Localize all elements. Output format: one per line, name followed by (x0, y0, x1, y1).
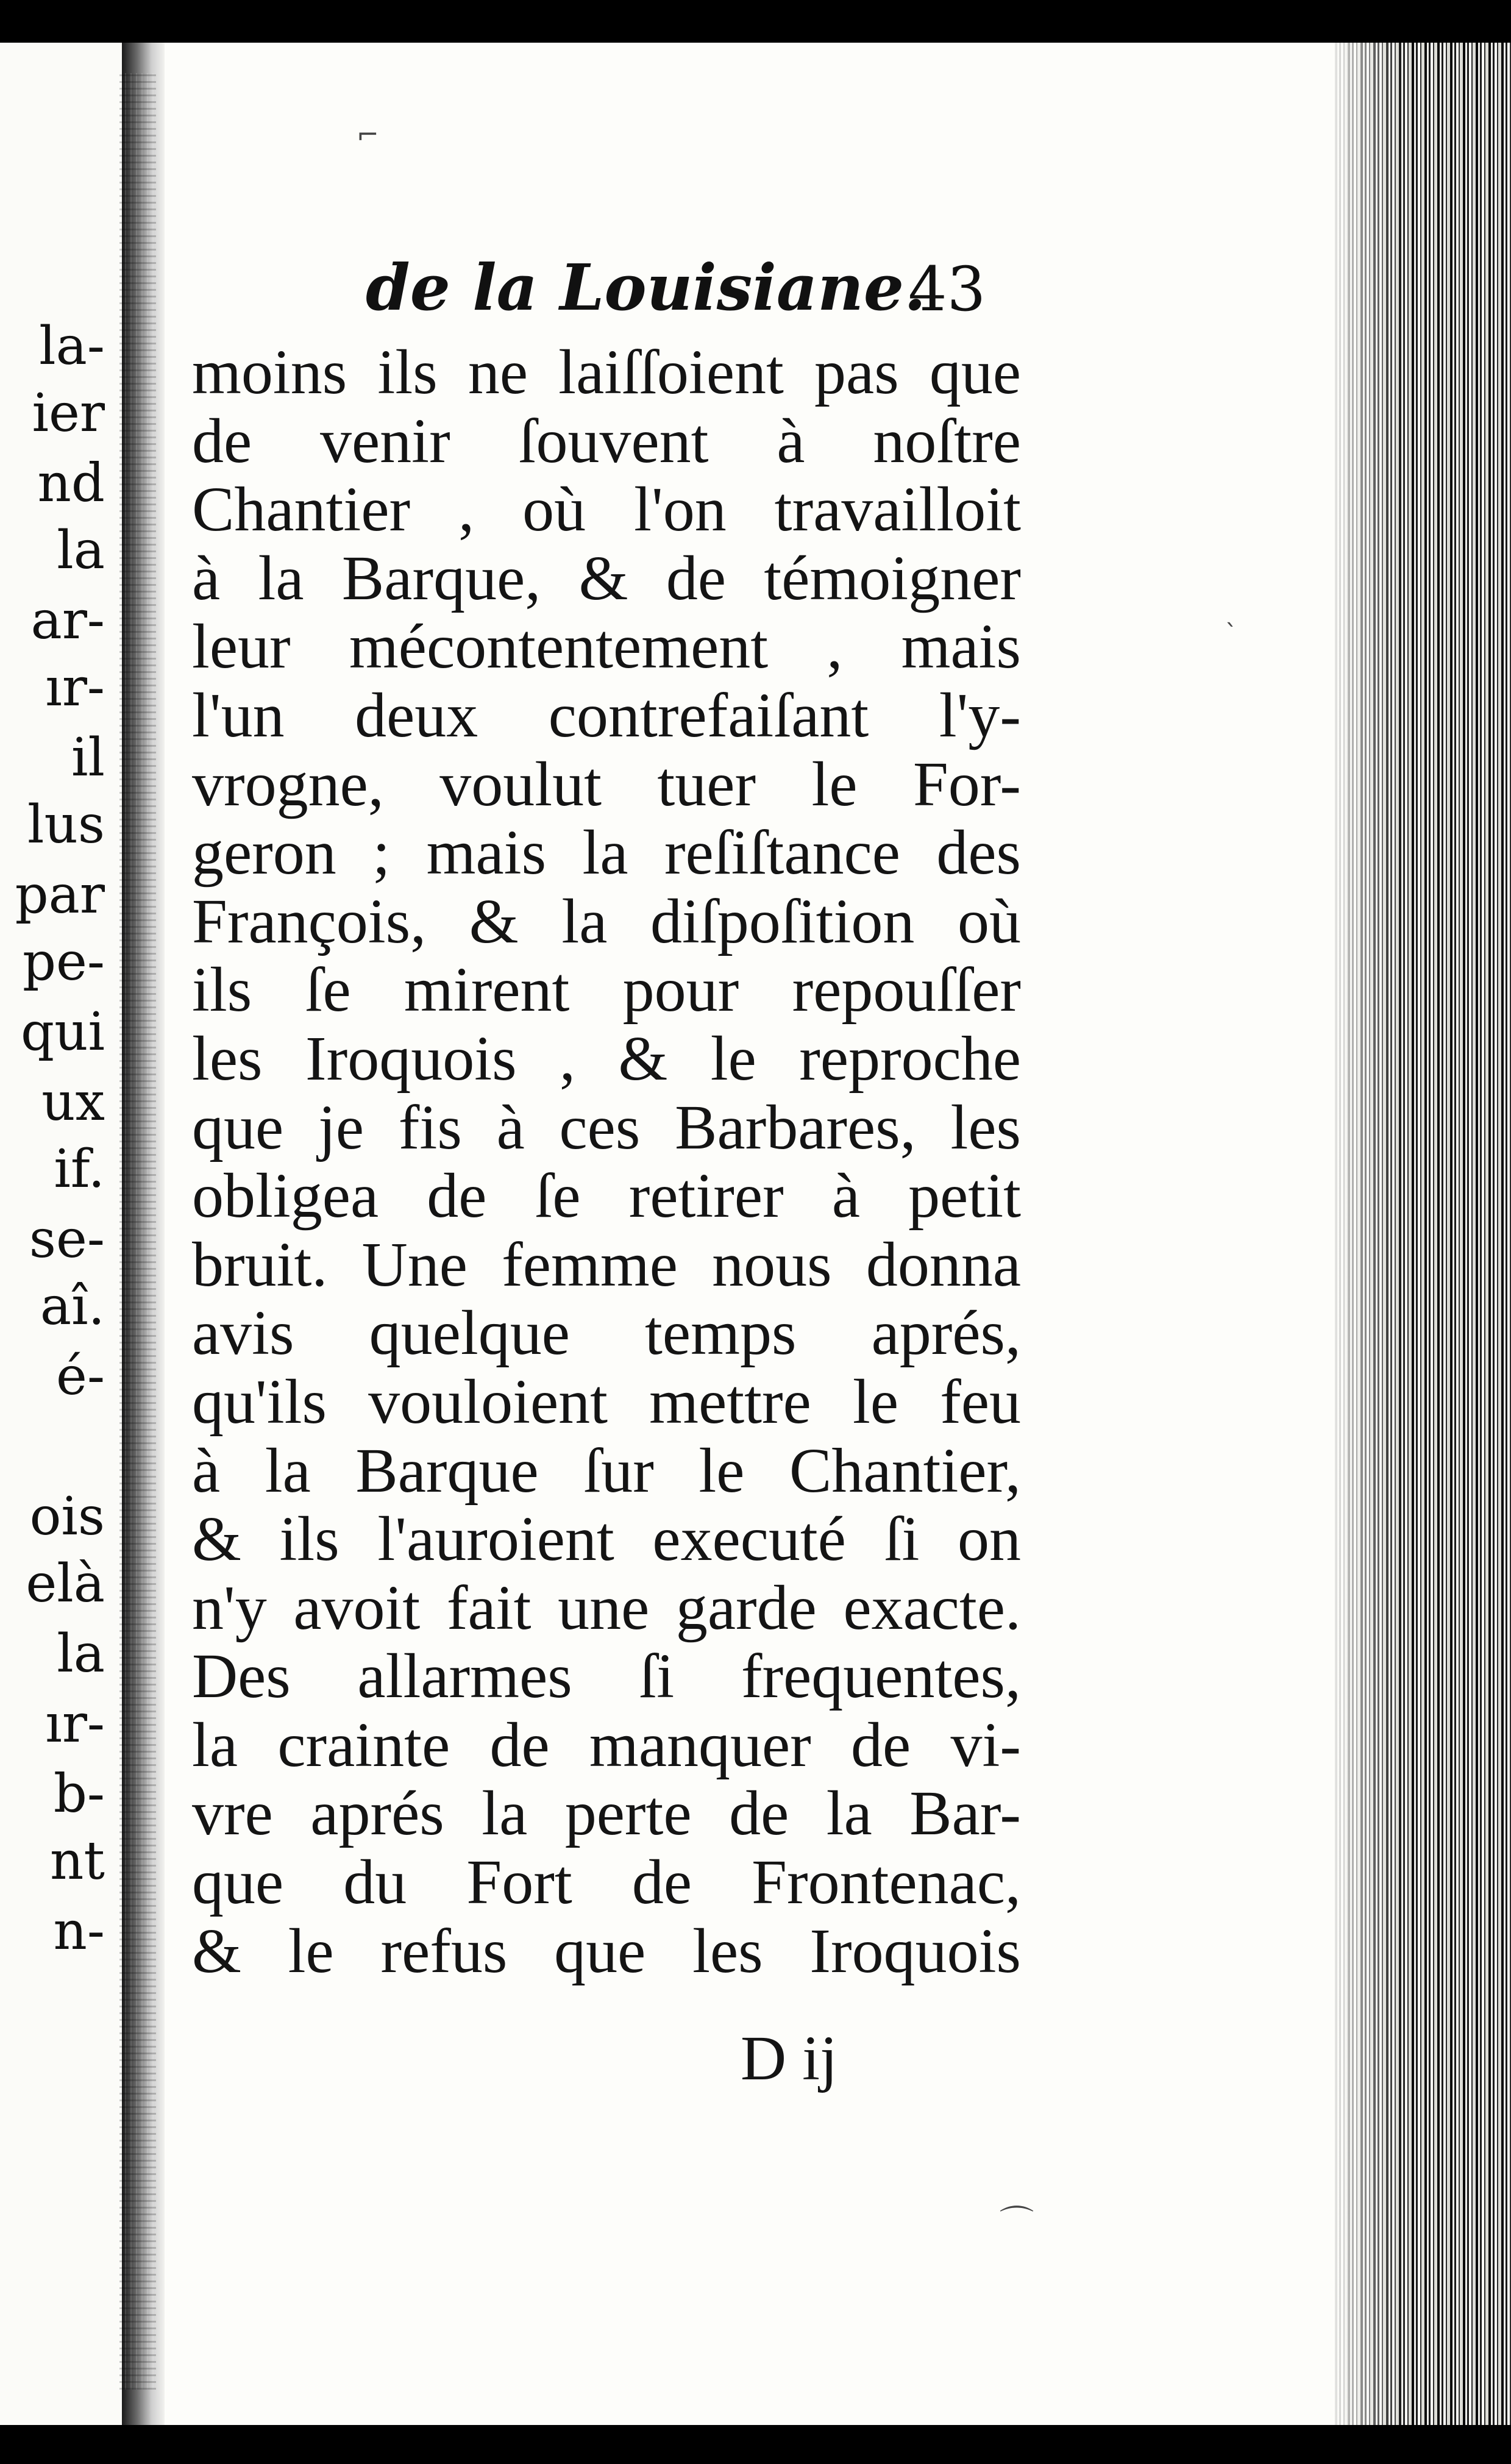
text-line: Chantier , où l'on travailloit (192, 474, 1021, 545)
text-line: que du Fort de Frontenac, (192, 1847, 1021, 1918)
text-line: qu'ils vouloient mettre le feu (192, 1366, 1021, 1437)
stray-mark: ⌒ (1000, 2204, 1034, 2243)
facing-page-fragment: ır- (45, 657, 105, 718)
body-text (192, 338, 1021, 1985)
facing-page-fragment: la- (39, 316, 105, 377)
facing-page-fragment: la (57, 520, 105, 581)
text-line: n'y avoit fait une garde exacte. (192, 1572, 1021, 1643)
text-line: avis quelque temps aprés, (192, 1298, 1021, 1369)
text-line: que je fis à ces Barbares, les (192, 1092, 1021, 1163)
facing-page-fragment: n- (53, 1901, 105, 1962)
text-line: & le refus que les Iroquois (192, 1915, 1021, 1986)
facing-page-fragment: é- (56, 1346, 105, 1407)
page-number: 43 (908, 254, 986, 325)
text-line: leur mécontentement , mais (192, 611, 1021, 682)
gutter-texture (119, 73, 156, 2390)
facing-page-fragment: if. (54, 1139, 105, 1200)
signature-mark: D ij (741, 2023, 837, 2093)
text-line: ils ſe mirent pour repouſſer (192, 955, 1021, 1025)
scan-border-bottom (0, 2425, 1511, 2464)
stray-mark: ` (1225, 620, 1237, 648)
facing-page-left (0, 43, 122, 2425)
facing-page-fragment: se- (29, 1209, 105, 1270)
text-line: les Iroquois , & le reproche (192, 1023, 1021, 1094)
facing-page-fragment: pe- (22, 931, 105, 992)
text-line: obligea de ſe retirer à petit (192, 1161, 1021, 1231)
facing-page-fragment: ar- (30, 590, 105, 651)
facing-page-fragment: qui (21, 1002, 105, 1063)
facing-page-fragment: il (71, 727, 105, 788)
text-line: & ils l'auroient executé ſi on (192, 1504, 1021, 1575)
facing-page-fragment: ux (41, 1072, 105, 1133)
text-line: Des allarmes ſi frequentes, (192, 1641, 1021, 1712)
text-line: vre aprés la perte de la Bar- (192, 1778, 1021, 1849)
text-line: l'un deux contrefaiſant l'y- (192, 680, 1021, 750)
scan-border-top (0, 0, 1511, 43)
text-line: bruit. Une femme nous donna (192, 1229, 1021, 1300)
text-line: geron ; mais la reſiſtance des (192, 817, 1021, 888)
text-line: moins ils ne laiſſoient pas que (192, 337, 1021, 407)
text-line: vrogne, voulut tuer le For- (192, 749, 1021, 819)
text-line: de venir ſouvent à noſtre (192, 405, 1021, 476)
text-line: à la Barque ſur le Chantier, (192, 1435, 1021, 1506)
facing-page-fragment: b- (53, 1764, 105, 1825)
facing-page-fragment: nt (50, 1831, 105, 1892)
running-head: de la Louisiane. (366, 250, 926, 325)
stray-mark: ⌐ (357, 119, 379, 151)
facing-page-fragment: ois (29, 1486, 105, 1547)
facing-page-fragment: nd (37, 453, 105, 514)
text-line: François, & la diſpoſition où (192, 886, 1021, 956)
facing-page-fragment: elà (26, 1553, 105, 1614)
facing-page-fragment: par (15, 864, 105, 925)
facing-page-fragment: ır- (45, 1693, 105, 1754)
facing-page-fragment: la (57, 1623, 105, 1684)
facing-page-fragment: aî. (40, 1276, 105, 1337)
fore-edge-shadow (1335, 43, 1408, 2425)
text-line: la crainte de manquer de vi- (192, 1709, 1021, 1780)
facing-page-fragment: ier (32, 383, 105, 444)
facing-page-fragment: lus (27, 794, 105, 855)
text-line: à la Barque, & de témoigner (192, 543, 1021, 613)
